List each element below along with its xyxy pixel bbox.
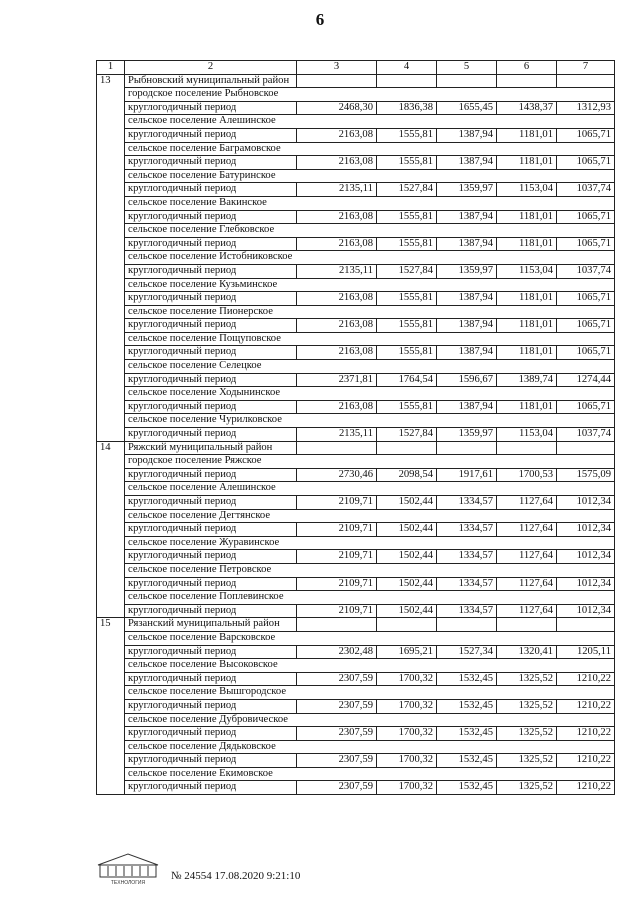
value-cell: 1325,52 bbox=[497, 781, 557, 795]
empty-cell bbox=[377, 618, 437, 632]
settlement-name: городское поселение Ряжское bbox=[125, 455, 615, 469]
value-cell: 2307,59 bbox=[297, 672, 377, 686]
value-cell: 1065,71 bbox=[557, 292, 615, 306]
value-cell: 1700,32 bbox=[377, 781, 437, 795]
stamp-text: ТЕХНОЛОГИЯ bbox=[110, 880, 146, 886]
value-cell: 1502,44 bbox=[377, 550, 437, 564]
value-cell: 1700,32 bbox=[377, 754, 437, 768]
period-label: круглогодичный период bbox=[125, 101, 297, 115]
settlement-row bbox=[97, 414, 615, 428]
period-row bbox=[97, 156, 615, 170]
value-cell: 1555,81 bbox=[377, 237, 437, 251]
empty-cell bbox=[377, 74, 437, 88]
value-cell: 1181,01 bbox=[497, 128, 557, 142]
period-label: круглогодичный период bbox=[125, 550, 297, 564]
header-cell: 2 bbox=[125, 61, 297, 75]
period-row bbox=[97, 727, 615, 741]
period-label: круглогодичный период bbox=[125, 604, 297, 618]
value-cell: 2109,71 bbox=[297, 604, 377, 618]
settlement-row bbox=[97, 686, 615, 700]
period-row bbox=[97, 292, 615, 306]
settlement-name: сельское поселение Селецкое bbox=[125, 360, 615, 374]
period-row bbox=[97, 346, 615, 360]
value-cell: 1387,94 bbox=[437, 292, 497, 306]
settlement-row bbox=[97, 142, 615, 156]
value-cell: 2307,59 bbox=[297, 754, 377, 768]
value-cell: 1012,34 bbox=[557, 523, 615, 537]
settlement-name: сельское поселение Батуринское bbox=[125, 169, 615, 183]
value-cell: 1065,71 bbox=[557, 210, 615, 224]
value-cell: 1065,71 bbox=[557, 400, 615, 414]
settlement-row bbox=[97, 305, 615, 319]
period-label: круглогодичный период bbox=[125, 346, 297, 360]
period-row bbox=[97, 781, 615, 795]
period-label: круглогодичный период bbox=[125, 496, 297, 510]
settlement-row bbox=[97, 767, 615, 781]
value-cell: 2163,08 bbox=[297, 319, 377, 333]
settlement-name: сельское поселение Баграмовское bbox=[125, 142, 615, 156]
value-cell: 2307,59 bbox=[297, 727, 377, 741]
value-cell: 1387,94 bbox=[437, 319, 497, 333]
period-row bbox=[97, 237, 615, 251]
settlement-name: сельское поселение Петровское bbox=[125, 563, 615, 577]
value-cell: 1532,45 bbox=[437, 699, 497, 713]
settlement-row bbox=[97, 631, 615, 645]
settlement-name: сельское поселение Алешинское bbox=[125, 482, 615, 496]
period-label: круглогодичный период bbox=[125, 400, 297, 414]
value-cell: 1181,01 bbox=[497, 319, 557, 333]
value-cell: 1127,64 bbox=[497, 496, 557, 510]
value-cell: 1210,22 bbox=[557, 672, 615, 686]
period-label: круглогодичный период bbox=[125, 237, 297, 251]
value-cell: 2468,30 bbox=[297, 101, 377, 115]
value-cell: 1065,71 bbox=[557, 156, 615, 170]
settlement-row bbox=[97, 536, 615, 550]
header-cell: 1 bbox=[97, 61, 125, 75]
value-cell: 1836,38 bbox=[377, 101, 437, 115]
value-cell: 1700,32 bbox=[377, 727, 437, 741]
settlement-row bbox=[97, 278, 615, 292]
value-cell: 2135,11 bbox=[297, 264, 377, 278]
settlement-row bbox=[97, 455, 615, 469]
value-cell: 2307,59 bbox=[297, 781, 377, 795]
settlement-name: сельское поселение Дегтянское bbox=[125, 509, 615, 523]
settlement-row bbox=[97, 360, 615, 374]
value-cell: 1387,94 bbox=[437, 346, 497, 360]
value-cell: 2163,08 bbox=[297, 400, 377, 414]
value-cell: 1764,54 bbox=[377, 373, 437, 387]
page-number: 6 bbox=[315, 10, 325, 29]
period-label: круглогодичный период bbox=[125, 781, 297, 795]
value-cell: 2163,08 bbox=[297, 156, 377, 170]
period-row bbox=[97, 373, 615, 387]
value-cell: 1127,64 bbox=[497, 604, 557, 618]
value-cell: 1325,52 bbox=[497, 699, 557, 713]
settlement-row bbox=[97, 224, 615, 238]
period-row bbox=[97, 468, 615, 482]
period-row bbox=[97, 604, 615, 618]
settlement-row bbox=[97, 196, 615, 210]
empty-cell bbox=[497, 441, 557, 455]
value-cell: 2307,59 bbox=[297, 699, 377, 713]
settlement-name: сельское поселение Высоковское bbox=[125, 659, 615, 673]
settlement-name: сельское поселение Кузьминское bbox=[125, 278, 615, 292]
value-cell: 1210,22 bbox=[557, 754, 615, 768]
empty-cell bbox=[557, 618, 615, 632]
settlement-name: сельское поселение Чурилковское bbox=[125, 414, 615, 428]
value-cell: 1181,01 bbox=[497, 292, 557, 306]
value-cell: 1037,74 bbox=[557, 428, 615, 442]
value-cell: 1917,61 bbox=[437, 468, 497, 482]
settlement-row bbox=[97, 591, 615, 605]
value-cell: 1555,81 bbox=[377, 400, 437, 414]
district-row bbox=[97, 618, 615, 632]
period-row bbox=[97, 645, 615, 659]
district-row bbox=[97, 74, 615, 88]
value-cell: 1387,94 bbox=[437, 400, 497, 414]
header-cell: 4 bbox=[377, 61, 437, 75]
value-cell: 1555,81 bbox=[377, 210, 437, 224]
value-cell: 1065,71 bbox=[557, 346, 615, 360]
value-cell: 1527,84 bbox=[377, 183, 437, 197]
value-cell: 1502,44 bbox=[377, 523, 437, 537]
value-cell: 1438,37 bbox=[497, 101, 557, 115]
settlement-row bbox=[97, 251, 615, 265]
settlement-row bbox=[97, 740, 615, 754]
value-cell: 2371,81 bbox=[297, 373, 377, 387]
value-cell: 1181,01 bbox=[497, 237, 557, 251]
value-cell: 1210,22 bbox=[557, 727, 615, 741]
empty-cell bbox=[297, 74, 377, 88]
header-row bbox=[97, 61, 615, 75]
settlement-row bbox=[97, 659, 615, 673]
period-row bbox=[97, 550, 615, 564]
district-number: 15 bbox=[97, 618, 125, 795]
value-cell: 1012,34 bbox=[557, 604, 615, 618]
period-label: круглогодичный период bbox=[125, 156, 297, 170]
value-cell: 1502,44 bbox=[377, 496, 437, 510]
empty-cell bbox=[557, 74, 615, 88]
period-label: круглогодичный период bbox=[125, 577, 297, 591]
settlement-name: сельское поселение Журавинское bbox=[125, 536, 615, 550]
period-row bbox=[97, 523, 615, 537]
settlement-name: сельское поселение Дядьковское bbox=[125, 740, 615, 754]
government-building-stamp-icon bbox=[96, 850, 160, 886]
settlement-name: сельское поселение Алешинское bbox=[125, 115, 615, 129]
period-row bbox=[97, 577, 615, 591]
value-cell: 1153,04 bbox=[497, 264, 557, 278]
settlement-name: сельское поселение Екимовское bbox=[125, 767, 615, 781]
value-cell: 1527,34 bbox=[437, 645, 497, 659]
empty-cell bbox=[297, 441, 377, 455]
value-cell: 1210,22 bbox=[557, 781, 615, 795]
period-label: круглогодичный период bbox=[125, 672, 297, 686]
value-cell: 1312,93 bbox=[557, 101, 615, 115]
value-cell: 2163,08 bbox=[297, 128, 377, 142]
value-cell: 1532,45 bbox=[437, 727, 497, 741]
value-cell: 1325,52 bbox=[497, 727, 557, 741]
value-cell: 1334,57 bbox=[437, 604, 497, 618]
value-cell: 1181,01 bbox=[497, 400, 557, 414]
empty-cell bbox=[557, 441, 615, 455]
value-cell: 2163,08 bbox=[297, 346, 377, 360]
header-cell: 3 bbox=[297, 61, 377, 75]
period-row bbox=[97, 101, 615, 115]
period-row bbox=[97, 672, 615, 686]
empty-cell bbox=[437, 74, 497, 88]
district-name: Ряжский муниципальный район bbox=[125, 441, 297, 455]
settlement-row bbox=[97, 509, 615, 523]
header-cell: 6 bbox=[497, 61, 557, 75]
period-label: круглогодичный период bbox=[125, 373, 297, 387]
value-cell: 1181,01 bbox=[497, 156, 557, 170]
value-cell: 1127,64 bbox=[497, 550, 557, 564]
empty-cell bbox=[497, 74, 557, 88]
period-row bbox=[97, 183, 615, 197]
value-cell: 1700,53 bbox=[497, 468, 557, 482]
value-cell: 1700,32 bbox=[377, 672, 437, 686]
settlement-name: сельское поселение Пощуповское bbox=[125, 332, 615, 346]
period-row bbox=[97, 128, 615, 142]
period-row bbox=[97, 496, 615, 510]
empty-cell bbox=[437, 618, 497, 632]
value-cell: 1325,52 bbox=[497, 672, 557, 686]
value-cell: 1555,81 bbox=[377, 156, 437, 170]
value-cell: 1532,45 bbox=[437, 672, 497, 686]
value-cell: 1037,74 bbox=[557, 264, 615, 278]
value-cell: 1502,44 bbox=[377, 604, 437, 618]
value-cell: 1065,71 bbox=[557, 128, 615, 142]
settlement-row bbox=[97, 387, 615, 401]
value-cell: 1320,41 bbox=[497, 645, 557, 659]
table-body bbox=[97, 61, 615, 795]
value-cell: 1325,52 bbox=[497, 754, 557, 768]
period-label: круглогодичный период bbox=[125, 727, 297, 741]
value-cell: 1359,97 bbox=[437, 183, 497, 197]
period-row bbox=[97, 699, 615, 713]
tariff-table bbox=[96, 60, 615, 795]
value-cell: 1127,64 bbox=[497, 577, 557, 591]
value-cell: 2135,11 bbox=[297, 183, 377, 197]
settlement-row bbox=[97, 482, 615, 496]
district-number: 14 bbox=[97, 441, 125, 618]
value-cell: 1502,44 bbox=[377, 577, 437, 591]
value-cell: 2109,71 bbox=[297, 577, 377, 591]
settlement-row bbox=[97, 563, 615, 577]
value-cell: 1527,84 bbox=[377, 264, 437, 278]
value-cell: 1012,34 bbox=[557, 496, 615, 510]
header-cell: 7 bbox=[557, 61, 615, 75]
settlement-name: сельское поселение Ходынинское bbox=[125, 387, 615, 401]
settlement-name: сельское поселение Истобниковское bbox=[125, 251, 615, 265]
settlement-name: сельское поселение Пионерское bbox=[125, 305, 615, 319]
value-cell: 2109,71 bbox=[297, 496, 377, 510]
settlement-name: сельское поселение Дубровическое bbox=[125, 713, 615, 727]
value-cell: 1555,81 bbox=[377, 128, 437, 142]
settlement-row bbox=[97, 88, 615, 102]
value-cell: 1210,22 bbox=[557, 699, 615, 713]
value-cell: 1532,45 bbox=[437, 781, 497, 795]
period-label: круглогодичный период bbox=[125, 645, 297, 659]
value-cell: 1065,71 bbox=[557, 237, 615, 251]
value-cell: 1695,21 bbox=[377, 645, 437, 659]
period-label: круглогодичный период bbox=[125, 754, 297, 768]
period-row bbox=[97, 264, 615, 278]
period-row bbox=[97, 428, 615, 442]
period-label: круглогодичный период bbox=[125, 264, 297, 278]
period-label: круглогодичный период bbox=[125, 183, 297, 197]
period-row bbox=[97, 319, 615, 333]
settlement-row bbox=[97, 713, 615, 727]
settlement-row bbox=[97, 115, 615, 129]
period-label: круглогодичный период bbox=[125, 319, 297, 333]
period-label: круглогодичный период bbox=[125, 292, 297, 306]
period-label: круглогодичный период bbox=[125, 523, 297, 537]
period-label: круглогодичный период bbox=[125, 699, 297, 713]
value-cell: 1334,57 bbox=[437, 496, 497, 510]
value-cell: 1334,57 bbox=[437, 550, 497, 564]
period-row bbox=[97, 210, 615, 224]
value-cell: 2163,08 bbox=[297, 210, 377, 224]
value-cell: 1127,64 bbox=[497, 523, 557, 537]
period-label: круглогодичный период bbox=[125, 210, 297, 224]
value-cell: 1037,74 bbox=[557, 183, 615, 197]
value-cell: 1359,97 bbox=[437, 264, 497, 278]
value-cell: 1555,81 bbox=[377, 346, 437, 360]
district-row bbox=[97, 441, 615, 455]
value-cell: 1389,74 bbox=[497, 373, 557, 387]
value-cell: 1700,32 bbox=[377, 699, 437, 713]
value-cell: 1387,94 bbox=[437, 210, 497, 224]
value-cell: 2109,71 bbox=[297, 550, 377, 564]
value-cell: 2730,46 bbox=[297, 468, 377, 482]
value-cell: 1575,09 bbox=[557, 468, 615, 482]
settlement-row bbox=[97, 332, 615, 346]
value-cell: 1065,71 bbox=[557, 319, 615, 333]
value-cell: 1274,44 bbox=[557, 373, 615, 387]
value-cell: 1012,34 bbox=[557, 577, 615, 591]
value-cell: 1153,04 bbox=[497, 428, 557, 442]
value-cell: 1181,01 bbox=[497, 346, 557, 360]
footer bbox=[96, 840, 376, 890]
value-cell: 1555,81 bbox=[377, 292, 437, 306]
value-cell: 1387,94 bbox=[437, 156, 497, 170]
value-cell: 1359,97 bbox=[437, 428, 497, 442]
empty-cell bbox=[297, 618, 377, 632]
value-cell: 1387,94 bbox=[437, 237, 497, 251]
value-cell: 1387,94 bbox=[437, 128, 497, 142]
empty-cell bbox=[377, 441, 437, 455]
value-cell: 1012,34 bbox=[557, 550, 615, 564]
district-number: 13 bbox=[97, 74, 125, 441]
period-label: круглогодичный период bbox=[125, 128, 297, 142]
period-label: круглогодичный период bbox=[125, 428, 297, 442]
period-row bbox=[97, 754, 615, 768]
value-cell: 1334,57 bbox=[437, 523, 497, 537]
document-registration-mark: № 24554 17.08.2020 9:21:10 bbox=[171, 870, 301, 882]
value-cell: 2098,54 bbox=[377, 468, 437, 482]
period-row bbox=[97, 400, 615, 414]
settlement-name: сельское поселение Поплевинское bbox=[125, 591, 615, 605]
value-cell: 2302,48 bbox=[297, 645, 377, 659]
settlement-name: сельское поселение Вышгородское bbox=[125, 686, 615, 700]
empty-cell bbox=[497, 618, 557, 632]
value-cell: 2163,08 bbox=[297, 237, 377, 251]
value-cell: 1555,81 bbox=[377, 319, 437, 333]
value-cell: 1153,04 bbox=[497, 183, 557, 197]
value-cell: 1532,45 bbox=[437, 754, 497, 768]
value-cell: 1527,84 bbox=[377, 428, 437, 442]
district-name: Рыбновский муниципальный район bbox=[125, 74, 297, 88]
settlement-name: сельское поселение Глебковское bbox=[125, 224, 615, 238]
settlement-name: сельское поселение Варсковское bbox=[125, 631, 615, 645]
value-cell: 2135,11 bbox=[297, 428, 377, 442]
header-cell: 5 bbox=[437, 61, 497, 75]
value-cell: 1334,57 bbox=[437, 577, 497, 591]
settlement-row bbox=[97, 169, 615, 183]
period-label: круглогодичный период bbox=[125, 468, 297, 482]
value-cell: 2163,08 bbox=[297, 292, 377, 306]
value-cell: 1205,11 bbox=[557, 645, 615, 659]
value-cell: 1181,01 bbox=[497, 210, 557, 224]
settlement-name: городское поселение Рыбновское bbox=[125, 88, 615, 102]
empty-cell bbox=[437, 441, 497, 455]
district-name: Рязанский муниципальный район bbox=[125, 618, 297, 632]
value-cell: 2109,71 bbox=[297, 523, 377, 537]
value-cell: 1655,45 bbox=[437, 101, 497, 115]
value-cell: 1596,67 bbox=[437, 373, 497, 387]
settlement-name: сельское поселение Вакинское bbox=[125, 196, 615, 210]
